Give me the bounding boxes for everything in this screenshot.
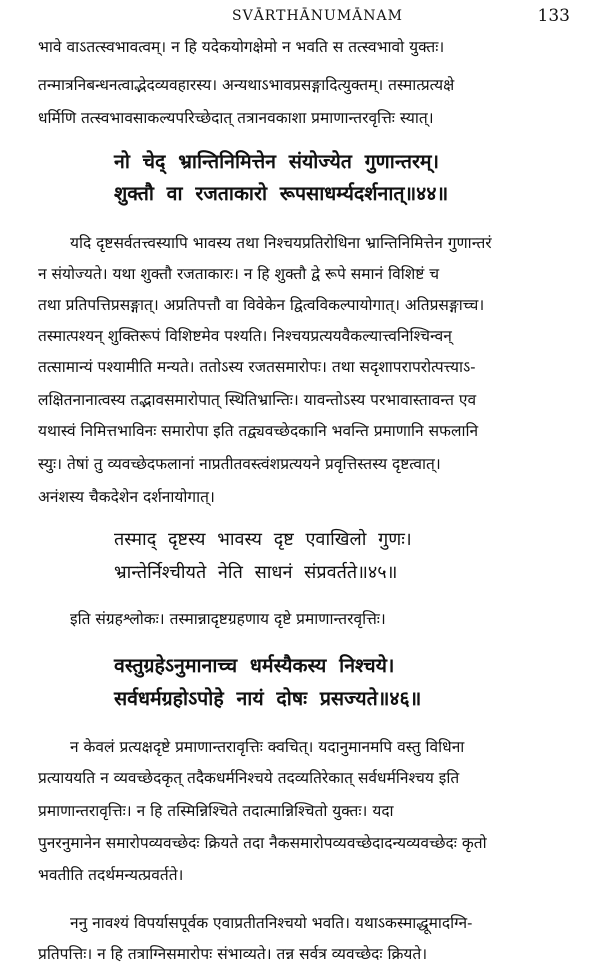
running-head (0, 4, 600, 28)
para2-line-5: तत्सामान्यं पश्यामीति मन्यते। ततोऽस्य रजतसमारोपः। तथा सदृशापरापरोत्पत्त्याऽ- (38, 358, 476, 376)
para4-line-1: ननु नावश्यं विपर्यासपूर्वक एवाप्रतीतनिश्चयो भवति। यथाऽकस्माद्धूमादग्नि- (70, 914, 473, 932)
para2-line-1: यदि दृष्टसर्वतत्त्वस्यापि भावस्य तथा निश्चयप्रतिरोधिना भ्रान्तिनिमित्तेन गुणान्तरं (70, 234, 492, 252)
para2-line-2: न संयोज्यते। यथा शुक्तौ रजताकारः। न हि शुक्तौ द्वे रूपे समानं विशिष्टं च (38, 265, 440, 283)
verse-46-line-1: वस्तुग्रहेऽनुमानाच्च धर्मस्यैकस्य निश्चये। (114, 654, 395, 677)
para3-line-4: पुनरनुमानेन समारोपव्यवच्छेदः क्रियते तदा नैकसमारोपव्यवच्छेदादन्यव्यवच्छेदः कृतो (38, 834, 487, 852)
para2-line-8: स्युः। तेषां तु व्यवच्छेदफलानां नाप्रतीतवस्त्वंशप्रत्ययने प्रवृत्तिस्तस्य दृष्टत्वात्। (38, 455, 441, 473)
para2-line-3: तथा प्रतिपत्तिप्रसङ्गात्। अप्रतिपत्तौ वा विवेकेन द्वित्वविकल्पायोगात्। अतिप्रसङ्गाच्च। (38, 296, 485, 314)
para3-line-3: प्रमाणान्तरावृत्तिः। न हि तस्मिन्निश्चिते तदात्मान्निश्चितो युक्तः। यदा (38, 802, 394, 820)
sangraha-line: इति संग्रहश्लोकः। तस्मान्नादृष्टग्रहणाय दृष्टे प्रमाणान्तरवृत्तिः। (70, 610, 386, 628)
para1-line-1: भावे वाऽतत्स्वभावत्वम्। न हि यदेकयोगक्षेमो न भवति स तत्स्वभावो युक्तः। (38, 38, 445, 56)
verse-46-line-2: सर्वधर्मग्रहोऽपोहे नायं दोषः प्रसज्यते॥४६॥ (114, 687, 422, 710)
verse-44-line-1: नो चेद् भ्रान्तिनिमित्तेन संयोज्येत गुणान्तरम्। (114, 150, 439, 173)
verse-44-line-2: शुक्तौ वा रजताकारो रूपसाधर्म्यदर्शनात्॥४४॥ (114, 182, 449, 205)
verse-45-line-2: भ्रान्तेर्निश्चीयते नेति साधनं संप्रवर्तते॥४५॥ (114, 562, 398, 583)
para2-line-7: यथास्वं निमित्तभाविनः समारोपा इति तद्व्यवच्छेदकानि भवन्ति प्रमाणानि सफलानि (38, 422, 479, 440)
para2-line-6: लक्षितनानात्वस्य तद्भावसमारोपात् स्थितिभ्रान्तिः। यावन्तोऽस्य परभावास्तावन्त एव (38, 391, 477, 409)
para3-line-2: प्रत्याययति न व्यवच्छेदकृत् तदैकधर्मनिश्चये तदव्यतिरेकात् सर्वधर्मनिश्चय इति (38, 769, 460, 787)
para2-line-9: अनंशस्य चैकदेशेन दर्शनायोगात्। (38, 488, 215, 506)
verse-45-line-1: तस्माद् दृष्टस्य भावस्य दृष्ट एवाखिलो गुणः। (114, 529, 412, 550)
para3-line-1: न केवलं प्रत्यक्षदृष्टे प्रमाणान्तरावृत्तिः क्वचित्। यदानुमानमपि वस्तु विधिना (70, 738, 465, 756)
para1-line-3: धर्मिणि तत्स्वभावसाकल्यपरिच्छेदात् तत्रानवकाशा प्रमाणान्तरवृत्तिः स्यात्। (38, 109, 434, 127)
para1-line-2: तन्मात्रनिबन्धनत्वाद्भेदव्यवहारस्य। अन्यथाऽभावप्रसङ्गादित्युक्तम्। तस्मात्प्रत्यक्षे (38, 76, 455, 94)
running-title: SVĀRTHĀNUMĀNAM (232, 8, 403, 24)
para3-line-5: भवतीति तदर्थमन्यत्प्रवर्तते। (38, 866, 184, 884)
page-number: 133 (537, 6, 570, 26)
para4-line-2: प्रतिपत्तिः। न हि तत्राग्निसमारोपः संभाव्यते। तन्न सर्वत्र व्यवच्छेदः क्रियते। (38, 945, 428, 963)
para2-line-4: तस्मात्पश्यन् शुक्तिरूपं विशिष्टमेव पश्यति। निश्चयप्रत्ययवैकल्यात्त्वनिश्चिन्वन् (38, 327, 452, 345)
